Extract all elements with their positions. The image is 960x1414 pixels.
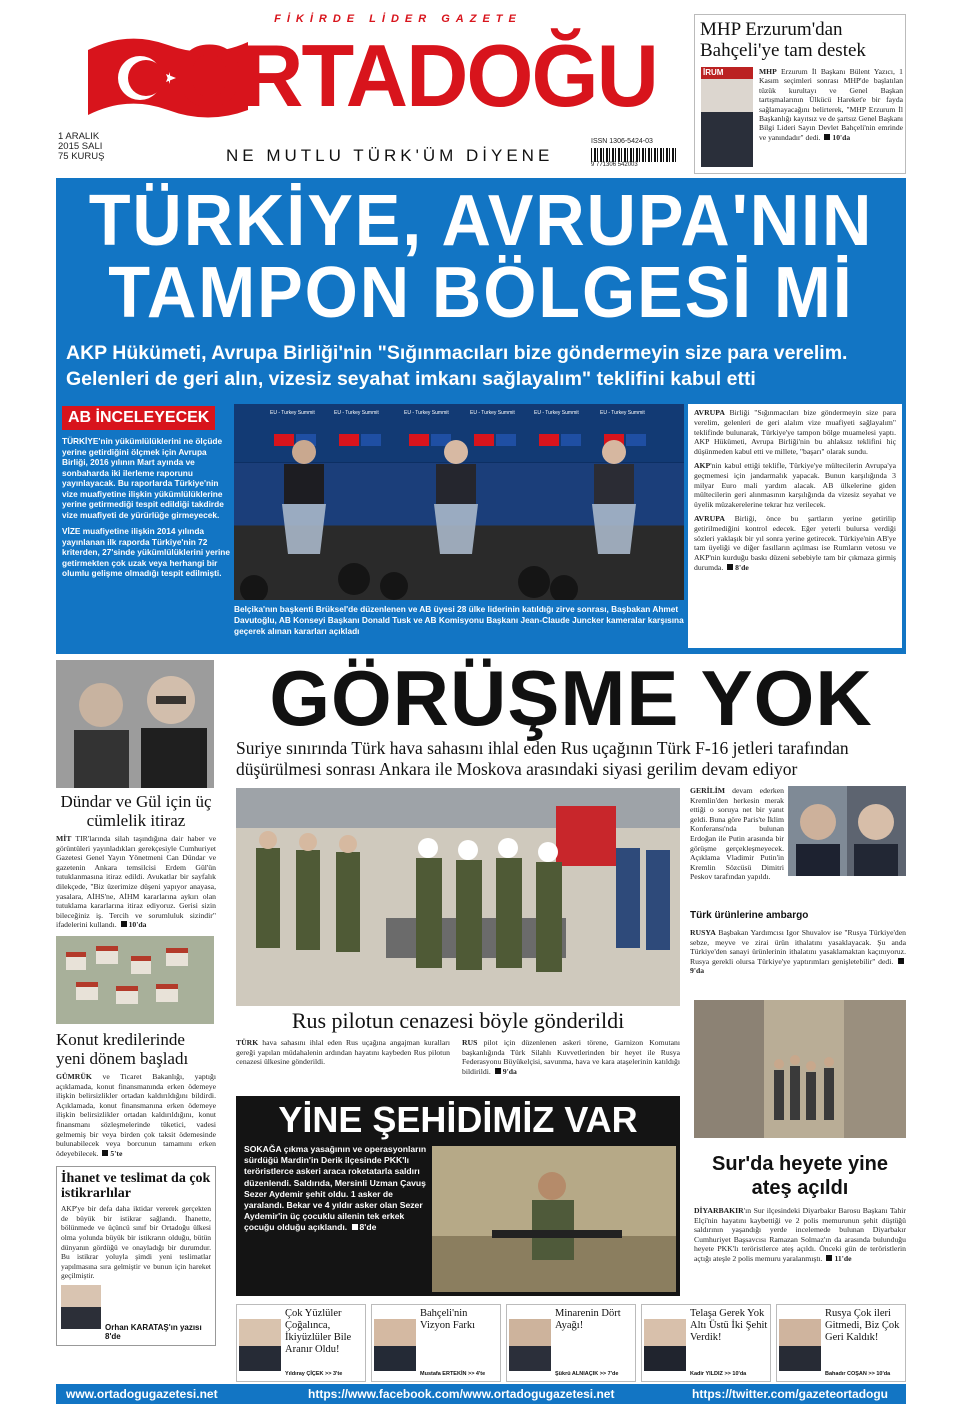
issue-date [58,132,104,162]
podium-label: EU - Turkey Summit [270,410,315,416]
main-right-p2-lead: AKP [694,460,711,470]
columnist-avatar [374,1319,416,1371]
dundar-headline: Dündar ve Gül için üç cümlelik itiraz [60,792,212,830]
ambargo-subhead: Türk ürünlerine ambargo [690,910,809,921]
sehit-box [236,1096,680,1296]
konut-ref: 5'te [110,1148,123,1158]
sehit-body: çıkma yasağının ve operasyonların sürdüğü Mardin'in Derik ilçesinde PKK'lı teröristlerce askeri araca roketatarla saldırı düzenlendi. Saldırıda, Mersinli Uzman Çavuş Sezer Aydemir şehit oldu. 1 asker de yaralandı. Bekar ve 4 yıldır asker olan Sezer Aydemir'in üç çocuklu ailenin tek erkek çocuğu olduğu açıklandı. [244,1144,427,1233]
columnist-card[interactable] [776,1304,906,1382]
podium-label: EU - Turkey Summit [470,410,515,416]
sehit-ref: 8'de [359,1222,377,1233]
top-right-lead: MHP [759,67,777,76]
columnist-title: Bahçeli'nin Vizyon Farkı [420,1308,476,1331]
top-right-ref: 10'da [832,132,851,142]
podium-label: EU - Turkey Summit [404,410,449,416]
sur-lead: DİYARBAKIR [694,1206,744,1215]
footer-facebook-link[interactable]: https://www.facebook.com/www.ortadogugazetesi.net [308,1387,615,1401]
cenaze-body2: pilot için düzenlenen askeri törene, Garnizon Komutanı başkanlığında Türk Silahlı Kuvvetlerinden bir heyet ile Rusya Federasyonu Büyükelçisi, savunma, hava ve kara ataşelerinin katıldığı bildirildi. [462,1038,680,1076]
main-right-p1 [694,408,896,457]
cenaze-text2 [462,1038,680,1076]
issue-date-year: 2015 SALI [58,141,103,152]
gorusme-subhead: Suriye sınırında Türk hava sahasını ihlal eden Rus uçağının Türk F-16 jetleri tarafından düşürülmesi sonrası Ankara ile Moskova arasındaki siyasi gerilim devam ediyor [236,738,849,779]
street-scene-icon [694,1000,906,1138]
two-leaders-icon [788,786,906,876]
masthead-motto: NE MUTLU TÜRK'ÜM DİYENE [226,146,554,165]
barcode [591,148,677,162]
main-right-p3 [694,514,896,573]
gorusme-p1-text: devam ederken Kremlin'den herkesin merak ettiği o soruya net bir yanıt geldi. Buna göre Paris'te İklim Konferansı'nda bulunan Erdoğan ile Putin arasında bir görüşme gerçekleşmeyecek. Açıklama Vladimir Putin'in Kremlin Sözcüsü Dimitri Peskov tarafından yapıldı. [690,786,784,882]
ihanet-author: Orhan KARATAŞ'ın yazısı 8'de [105,1323,202,1342]
columnist-title: Rusya Çok ileri Gitmedi, Biz Çok Geri Kaldık! [825,1308,900,1343]
masthead-title: ORTADOĞU [176,26,657,125]
columnist-card[interactable] [506,1304,636,1382]
columnist-card[interactable] [641,1304,771,1382]
barcode-digits: 9 771306 542003 [591,162,638,168]
columnist-page: >> 4'te [467,1371,486,1377]
cenaze-body1: hava sahasını ihlal eden Rus uçağına angajman kuralları gereği yapılan müdahalenin ardından hayatını kaybeden Rus pilotun cenazesi ülkesine gönderildi. [236,1038,451,1067]
sur-ref: 11'de [834,1253,852,1263]
gorusme-p1 [690,786,784,882]
columnist-author: Mustafa ERTEKİN [420,1371,467,1377]
cenaze-ref: 9'da [502,1066,517,1076]
footer-site-link[interactable]: www.ortadogugazetesi.net [66,1387,218,1401]
ref-square-icon [826,1255,832,1261]
ref-square-icon [352,1224,358,1230]
main-headline-line2: TAMPON BÖLGESİ Mİ [108,253,854,333]
dundar-ref: 10'da [128,920,147,930]
dundar-text [56,834,216,930]
sur-headline: Sur'da heyete yine ateş açıldı [712,1153,888,1199]
sehit-text [244,1144,428,1234]
columnist-avatar [779,1319,821,1371]
podium-label: EU - Turkey Summit [534,410,579,416]
issue-price: 75 KURUŞ [58,151,105,162]
main-headline-line1: TÜRKİYE, AVRUPA'NIN [88,181,874,261]
ab-tag: AB İNCELEYECEK [62,406,215,430]
ref-square-icon [121,921,127,927]
cenaze-photo [236,788,680,1006]
columnist-byline [285,1371,342,1377]
dundar-body: TIR'larında silah taşındığına dair haber ve görüntüleri yayınladıkları gerekçesiyle Cumhuriyet Gazetesi Genel Yayın Yönetmeni Can Dündar ve gazetenin Ankara temsilcisi Erdem Gül'ün tutuklanmasına itiraz edildi. Avukatlar bir sayfalık dilekçede, "Biz üzerimize düşeni yapıyor anayasa, yasalara, AİHS'ne, AİHM kararlarına aykırı olan tutuklama kararlarına itiraz ediyoruz. Gerisi sizin bileceğiniz iş. Tercih ve sorumluluk sizindir" ifadelerini kullandı. [56,834,216,930]
konut-lead: GÜMRÜK [56,1071,92,1081]
konut-text [56,1072,216,1158]
columnist-avatar [239,1319,281,1371]
columnist-author: Bahadır COŞAN [825,1371,867,1377]
cenaze-lead1: TÜRK [236,1038,259,1047]
top-right-body: Erzurum İl Başkanı Bülent Yazıcı, 1 Kasım seçimleri sonrası MHP'de başlatılan tüzük kurultayı ve Genel Başkan tartışmalarının Ülkücü Hareket'e bir fayda sağlamayacağını belirterek, "MHP Erzurum İl Başkanlığı kayıtsız ve de şartsız Genel Başkanı Bilgi Lideri Sayın Devlet Bahçeli'nin emrinde ve yanındadır" dedi. [759,67,903,142]
cenaze-text1 [236,1038,450,1067]
main-right-p1-lead: AVRUPA [694,408,725,417]
ref-square-icon [102,1150,108,1156]
ihanet-headline: İhanet ve teslimat da çok istikrarlılar [61,1171,211,1202]
issn: ISSN 1306-5424-03 [591,138,653,145]
left-column [56,660,216,1380]
dundar-gul-photo [56,660,214,788]
podium-label: EU - Turkey Summit [334,410,379,416]
summit-scene-icon [234,404,684,600]
columnist-author: Şükrü ALNIAÇIK [555,1371,599,1377]
main-right-ref: 8'de [735,562,749,572]
sehit-lead: SOKAĞA [244,1144,282,1154]
dundar-lead: MİT [56,834,72,843]
footer-bar [56,1384,906,1404]
gorusme-ref: 9'da [690,966,705,976]
sehit-photo [432,1146,676,1292]
sur-photo [694,1000,906,1138]
konut-body: ve Ticaret Bakanlığı, yaptığı açıklamada, konut finansmanında erken ödemeye ilişkin belirsizlikler ortadan kaldırıldığını bildirdi. Açıklamada, konut finansmanına erken ödemeye ilişkin belirsizlikler ortadan kaldırıldığını, konut finansmanı sözleşmelerinde tüketici, vadesi gelmemiş bir veya birden çok taksit ödemesinde bulunabilecek veya borcunun tamamını erken ödeyebilecek. [56,1071,216,1158]
ihanet-text: AKP'ye bir defa daha iktidar vererek gerçekten de büyük bir istikrar sağlandı. İhanette, bölünmede ve üçüncü sınıf bir Ortadoğu ülkesi olma yolunda büyük bir istikrarın olduğu, bütün dünyanın gördüğü ve onayladığı bir durumdur. Bu istikrar yoluyla şimdi yeni teslimatlar yapılmasına sıra gelmiştir ve bunun için hareket geçilmiştir. [61,1204,211,1281]
cenaze-headline: Rus pilotun cenazesi böyle gönderildi [291,1008,625,1033]
columnist-page: >> 7'de [599,1371,619,1377]
columnist-avatar [644,1319,686,1371]
gorusme-p1-lead: GERİLİM [690,786,726,795]
issue-date-day: 1 ARALIK [58,131,100,142]
two-men-icon [56,660,214,788]
columnist-title: Telaşa Gerek Yok Altı Üstü İki Şehit Verdik! [690,1308,768,1343]
sur-body: 'ın Sur ilçesindeki Diyarbakır Barosu Başkanı Tahir Elçi'nin hayatını kaybettiği ve 2 polis memurunun şehit düştüğü saldırının yaşandığı yerde incelemede bulunan Diyarbakır Cumhuriyet Başsavcısı Ramazan Solmaz'ın da arasında bulunduğu heyete PKK'lı teröristlerce ateş açıldı. Önceki gün de teröristlerin açtığı ateşle 2 polis memuru yaralanmıştı. [694,1206,906,1263]
sehit-headline: YİNE ŞEHİDİMİZ VAR [278,1099,638,1140]
footer-twitter-link[interactable]: https://twitter.com/gazeteortadogu [692,1387,889,1401]
columnist-byline [690,1371,746,1377]
top-right-text [759,67,903,142]
konut-headline: Konut kredilerinde yeni dönem başladı [56,1029,189,1068]
main-right-p2-text: 'nin kabul ettiği teklifle, Türkiye'ye mültecilerin Avrupa'ya geçmemesi için jandarmalık yapacak. Bunun karşılığında 3 milyar Euro mali yardım alacak. AB ülkelerine giden mültecilerin geri alınmasının karşılığında da vizesiz seyahat ve üyelik müzakerelerine tekrar hız verilecek. [694,460,896,510]
ref-square-icon [898,958,904,964]
columnists-strip [236,1304,906,1382]
columnist-page: >> 10'da [724,1371,747,1377]
summit-photo-caption: Belçika'nın başkenti Brüksel'de düzenlenen ve AB üyesi 28 ülke liderinin katıldığı zirve sonrası, Başbakan Ahmet Davutoğlu, AB Konseyi Başkanı Donald Tusk ve AB Komisyonu Başkanı Jean-Claude Juncker kameralar karşısına geçerek alınan kararları açıkladı [234,604,684,636]
funeral-ceremony-icon [236,788,680,1006]
columnist-byline [555,1371,618,1377]
columnist-title: Minarenin Dört Ayağı! [555,1308,621,1331]
main-right-p3-text: Birliği, önce bu şartların yerine getirilip getirilmediğini kontrol edecek. Eğer yeterli bulursa verdiği sözleri yaklaşık bir yıl sonra yerine getirecek. Türkiye'nin AB'ye tam üyeliği ve diğer fasılların açılması ise Rumların vetosu ve AKP'nin kurduğu baskı düzeni sebebiyle tam bir çıkmaza girmiş durumda. [694,513,896,572]
main-right-p2 [694,461,896,510]
ref-square-icon [727,564,733,570]
columnist-page: >> 3'te [325,1371,343,1377]
summit-photo [234,404,684,600]
main-left-column [62,406,232,650]
gorusme-p2 [690,928,906,976]
columnist-author: Kadir YILDIZ [690,1371,723,1377]
columnist-author: Yıldıray ÇİÇEK [285,1371,324,1377]
houses-icon [56,936,214,1024]
ihanet-box [56,1166,216,1346]
main-story [56,178,906,654]
columnist-byline [420,1371,485,1377]
top-right-photo-label: İRUM [703,68,724,77]
sur-text [694,1206,906,1264]
konut-photo [56,936,214,1024]
karatas-avatar [61,1285,101,1329]
main-subhead: AKP Hükümeti, Avrupa Birliği'nin "Sığınmacıları bize göndermeyin size para verelim. Gelenleri de geri alın, vizesiz seyahat imkanı sağlayalım" teklifini kabul etti [66,342,848,390]
masthead [56,10,684,170]
podium-label: EU - Turkey Summit [600,410,645,416]
ref-square-icon [824,134,830,140]
gorusme-p2-lead: RUSYA [690,928,716,937]
columnist-page: >> 10'da [868,1371,891,1377]
main-left-text1: TÜRKİYE'nin yükümlülüklerini ne ölçüde yerine getirdiğini ölçmek için Avrupa Birliği, 2016 yılının Mart ayında ve sonbaharda iki ilerleme raporunu yayınlayacak. Bu raporlarda Türkiye'nin vize muafiyetine ilişkin yükümlülüklerine yerine getirmediği tespit edildiği takdirde vize muafiyeti de yürürlüğe girmeyecek. [62,436,224,520]
main-right-p1-text: Birliği "Sığınmacıları bize göndermeyin size para verelim, gelenleri de geri alalım vize muafiyeti sağlayalım" teklifinde bulunarak, Türkiye'ye tampon bölge muamelesi yaptı. AKP Hükümeti, Avrupa Birliği'nin bu ahlaksız teklifini hiç düşünmeden kabul etti ve millete, "başarı" olarak sundu. [694,408,896,457]
top-right-headline: MHP Erzurum'dan Bahçeli'ye tam destek [700,19,866,61]
main-right-panel [688,404,902,648]
top-right-photo [701,67,753,167]
masthead-slogan: FİKİRDE LİDER GAZETE [274,13,522,25]
ref-square-icon [495,1068,501,1074]
cenaze-lead2: RUS [462,1038,478,1047]
columnist-title: Çok Yüzlüler Çoğalınca, İkiyüzlüler Bile Aranır Oldu! [285,1308,352,1355]
soldier-icon [432,1146,676,1292]
gorusme-p2-text: Başbakan Yardımcısı Igor Shuvalov ise "Rusya Türkiye'den sebze, meyve ve zirai ürün ithalatını yasaklayacak. Şu anda Türkiye'den sanayi ürünlerinin ithalatını yasaklamaktan kaçınıyoruz. Rusya gerekli olursa Türkiye'ye yaptırımları genişletebilir" dedi. [690,928,906,966]
erdogan-putin-photo [788,786,906,876]
columnist-card[interactable] [236,1304,366,1382]
columnist-card[interactable] [371,1304,501,1382]
top-right-story [694,14,906,174]
columnist-avatar [509,1319,551,1371]
gorusme-headline: GÖRÜŞME YOK [269,654,873,742]
columnist-byline [825,1371,890,1377]
main-right-p3-lead: AVRUPA [694,513,725,523]
main-left-text2: VİZE muafiyetine ilişkin 2014 yılında yayınlanan ilk raporda Türkiye'nin 72 kriterden, 27'sinde yükümlülüklerini yerine getirmekten çok uzak veya herhangi bir olumlu gelişme olmadığı tespit edilmişti. [62,526,230,578]
